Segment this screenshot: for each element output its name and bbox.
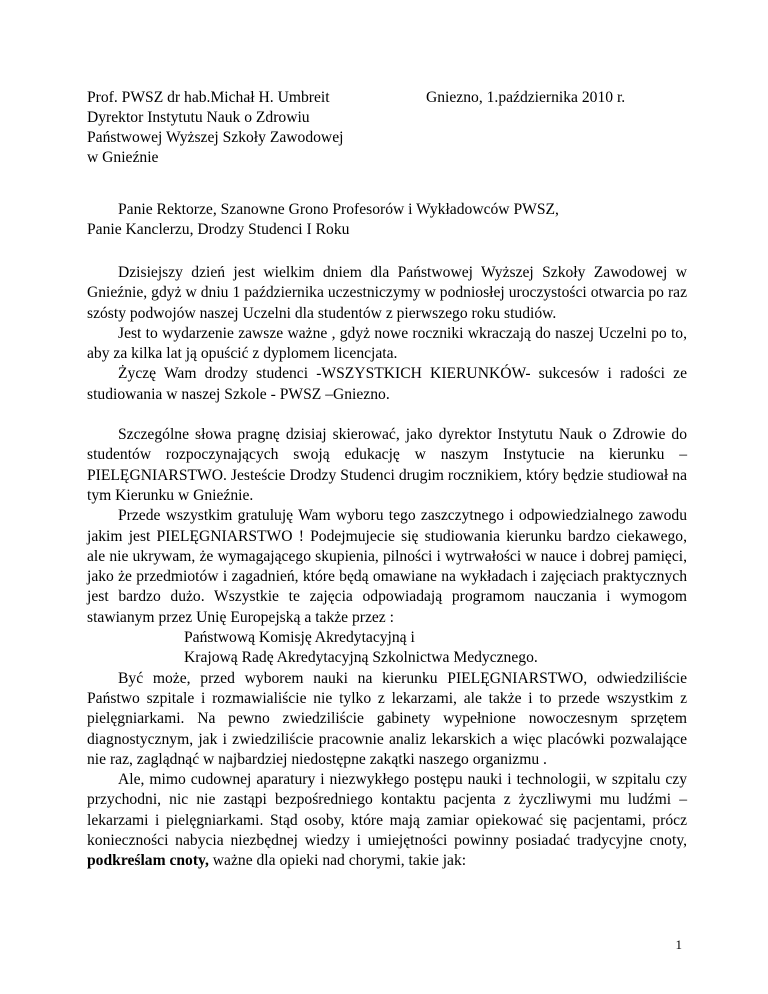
letter-body: [87, 263, 687, 872]
sender-block: [87, 88, 343, 168]
page-number: 1: [675, 937, 682, 952]
paragraph-7-text: Ale, mimo cudownej aparatury i niezwykłego postępu nauki i technologii, w szpitalu czy przychodni, nic nie zastąpi bezpośredniego kontaktu pacjenta z życzliwymi mu ludźmi – lekarzami i pielęgniarkami. Stąd osoby, które mają zamiar opiekować się pacjentami, prócz konieczności nabycia niezbędnej wiedzy i umiejętności powinny posiadać tradycyjne cnoty,: [87, 771, 687, 850]
sender-line-2: Dyrektor Instytutu Nauk o Zdrowiu: [87, 109, 310, 126]
place-date: Gniezno, 1.października 2010 r.: [426, 89, 626, 106]
paragraph-4: Szczególne słowa pragnę dzisiaj skierować, jako dyrektor Instytutu Nauk o Zdrowie do studentów rozpoczynających swoją edukację w naszym Instytucie na kierunku – PIELĘGNIARSTWO. Jesteście Drodzy Studenci drugim rocznikiem, który będzie studiował na tym Kierunku w Gnieźnie.: [87, 426, 687, 504]
emphasis-text: podkreślam cnoty,: [87, 852, 209, 870]
sender-line-4: w Gnieźnie: [87, 149, 159, 166]
sender-line-3: Państwowej Wyższej Szkoły Zawodowej: [87, 129, 344, 146]
list-item-1: Państwową Komisję Akredytacyjną i: [184, 629, 415, 647]
list-item-2: Krajową Radę Akredytacyjną Szkolnictwa Medycznego.: [184, 649, 538, 667]
paragraph-7: [87, 770, 687, 871]
paragraph-2: Jest to wydarzenie zawsze ważne , gdyż nowe roczniki wkraczają do naszej Uczelni po to, aby za kilka lat ją opuścić z dyplomem licencjata.: [87, 324, 687, 363]
paragraph-6: Być może, przed wyborem nauki na kierunku PIELĘGNIARSTWO, odwiedziliście Państwo szpitale i rozmawialiście nie tylko z lekarzami, ale także i to przede wszystkim z pielęgniarkami. Na pewno zwiedziliście gabinety wypełnione nowoczesnym sprzętem diagnostycznym, jak i zwiedziliście pracownie analiz lekarskich a więc placówki pozwalające nie raz, zaglądnąć w najbardziej niedostępne zakątki naszego organizmu .: [87, 669, 687, 768]
salutation-line-1: Panie Rektorze, Szanowne Grono Profesorów i Wykładowców PWSZ,: [118, 201, 559, 218]
salutation: [87, 200, 559, 240]
paragraph-1: Dzisiejszy dzień jest wielkim dniem dla Państwowej Wyższej Szkoły Zawodowej w Gnieźnie, gdyż w dniu 1 października uczestniczymy w podniosłej uroczystości otwarcia po raz szósty podwojów naszej Uczelni dla studentów z pierwszego roku studiów.: [87, 264, 687, 322]
paragraph-5: Przede wszystkim gratuluję Wam wyboru tego zaszczytnego i odpowiedzialnego zawodu jakim jest PIELĘGNIARSTWO ! Podejmujecie się studiowania kierunku bardzo ciekawego, ale nie ukrywam, że wymagającego skupienia, pilności i wytrwałości w nauce i dobrej pamięci, jako że przedmiotów i zagadnień, które będą omawiane na wykładach i zajęciach praktycznych jest bardzo dużo. Wszystkie te zajęcia odpowiadają programom nauczania i wymogom stawianym przez Unię Europejską a także przez :: [87, 507, 687, 626]
paragraph-3: Życzę Wam drodzy studenci -WSZYSTKICH KIERUNKÓW- sukcesów i radości ze studiowania w naszej Szkole - PWSZ –Gniezno.: [87, 365, 687, 403]
salutation-line-2: Panie Kanclerzu, Drodzy Studenci I Roku: [87, 221, 350, 238]
sender-line-1: Prof. PWSZ dr hab.Michał H. Umbreit: [87, 89, 330, 106]
paragraph-7-end: ważne dla opieki nad chorymi, takie jak:: [208, 852, 467, 870]
